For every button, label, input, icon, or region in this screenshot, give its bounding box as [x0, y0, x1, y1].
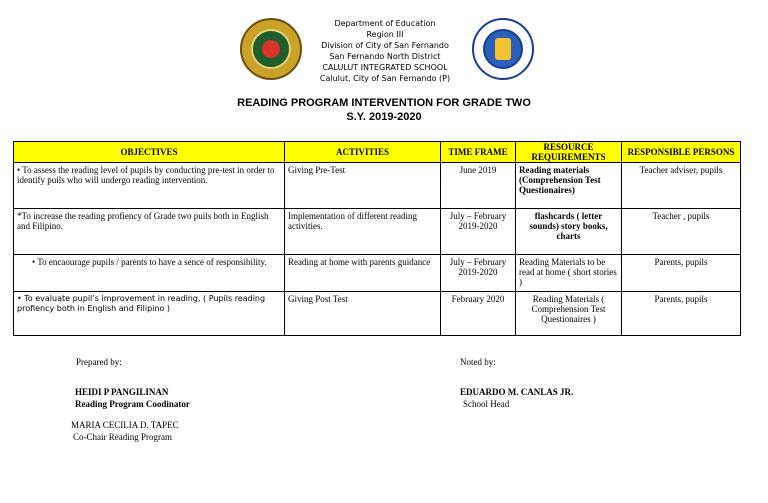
table-header-row: [14, 142, 741, 163]
noter-name: EDUARDO M. CANLAS JR.: [460, 387, 574, 397]
resources-cell: Reading Materials to be read at home ( short stories ): [516, 255, 622, 292]
col-activities: ACTIVITIES: [285, 142, 441, 163]
table-row: [14, 255, 741, 292]
header-department: Department of Education: [334, 19, 436, 28]
cochair-title: Co-Chair Reading Program: [73, 432, 172, 442]
time-cell: February 2020: [441, 292, 516, 336]
table-row: [14, 209, 741, 255]
col-resource-requirements: RESOURCE REQUIREMENTS: [516, 142, 622, 163]
activity-cell: Implementation of different reading activities.: [285, 209, 441, 255]
time-cell: June 2019: [441, 163, 516, 209]
deped-seal-logo: [472, 18, 534, 80]
noter-title: School Head: [463, 399, 510, 409]
header-school: CALULUT INTEGRATED SCHOOL: [322, 63, 448, 72]
cochair-name: MARIA CECILIA D. TAPEC: [71, 420, 179, 430]
col-time-frame: TIME FRAME: [441, 142, 516, 163]
persons-cell: Teacher , pupils: [622, 209, 741, 255]
col-responsible-persons: RESPONSIBLE PERSONS: [622, 142, 741, 163]
activity-cell: Giving Pre-Test: [285, 163, 441, 209]
table-row: [14, 163, 741, 209]
resources-cell: Reading materials (Comprehension Test Questionaires): [516, 163, 622, 209]
intervention-table: [13, 141, 741, 336]
activity-cell: Giving Post Test: [285, 292, 441, 336]
header-division: Division of City of San Fernando: [321, 41, 449, 50]
persons-cell: Teacher adviser, pupils: [622, 163, 741, 209]
time-cell: July – February 2019-2020: [441, 209, 516, 255]
header-address: Calulut, City of San Fernando (P): [319, 74, 451, 83]
resources-cell: Reading Materials ( Comprehension Test Questionaires ): [516, 292, 622, 336]
preparer-title: Reading Program Coodinator: [75, 399, 190, 409]
objective-cell: • To evaluate pupil’s improvement in reading, ( Pupils reading profiency both in English and Filipino ): [14, 292, 285, 336]
table-row: [14, 292, 741, 336]
objective-cell: *To increase the reading profiency of Grade two puils both in English and Filipino.: [14, 209, 285, 255]
header-region: Region III: [366, 30, 404, 39]
activity-cell: Reading at home with parents guidance: [285, 255, 441, 292]
school-seal-logo: [240, 18, 302, 80]
resources-cell: flashcards ( letter sounds) story books, charts: [516, 209, 622, 255]
preparer-name: HEIDI P PANGILINAN: [75, 387, 169, 397]
time-cell: July – February 2019-2020: [441, 255, 516, 292]
persons-cell: Parents, pupils: [622, 255, 741, 292]
objective-cell: • To encaourage pupils / parents to have a sence of responsibility.: [14, 255, 285, 292]
header-district: San Fernando North District: [329, 52, 441, 61]
noted-by-label: Noted by:: [460, 357, 496, 367]
col-objectives: OBJECTIVES: [14, 142, 285, 163]
persons-cell: Parents, pupils: [622, 292, 741, 336]
school-year: S.Y. 2019-2020: [346, 111, 422, 123]
objective-cell: • To assess the reading level of pupils by conducting pre-test in order to identify puils who will undergo reading intervention.: [14, 163, 285, 209]
prepared-by-label: Prepared by:: [76, 357, 122, 367]
page-title: READING PROGRAM INTERVENTION FOR GRADE TWO: [237, 97, 531, 109]
